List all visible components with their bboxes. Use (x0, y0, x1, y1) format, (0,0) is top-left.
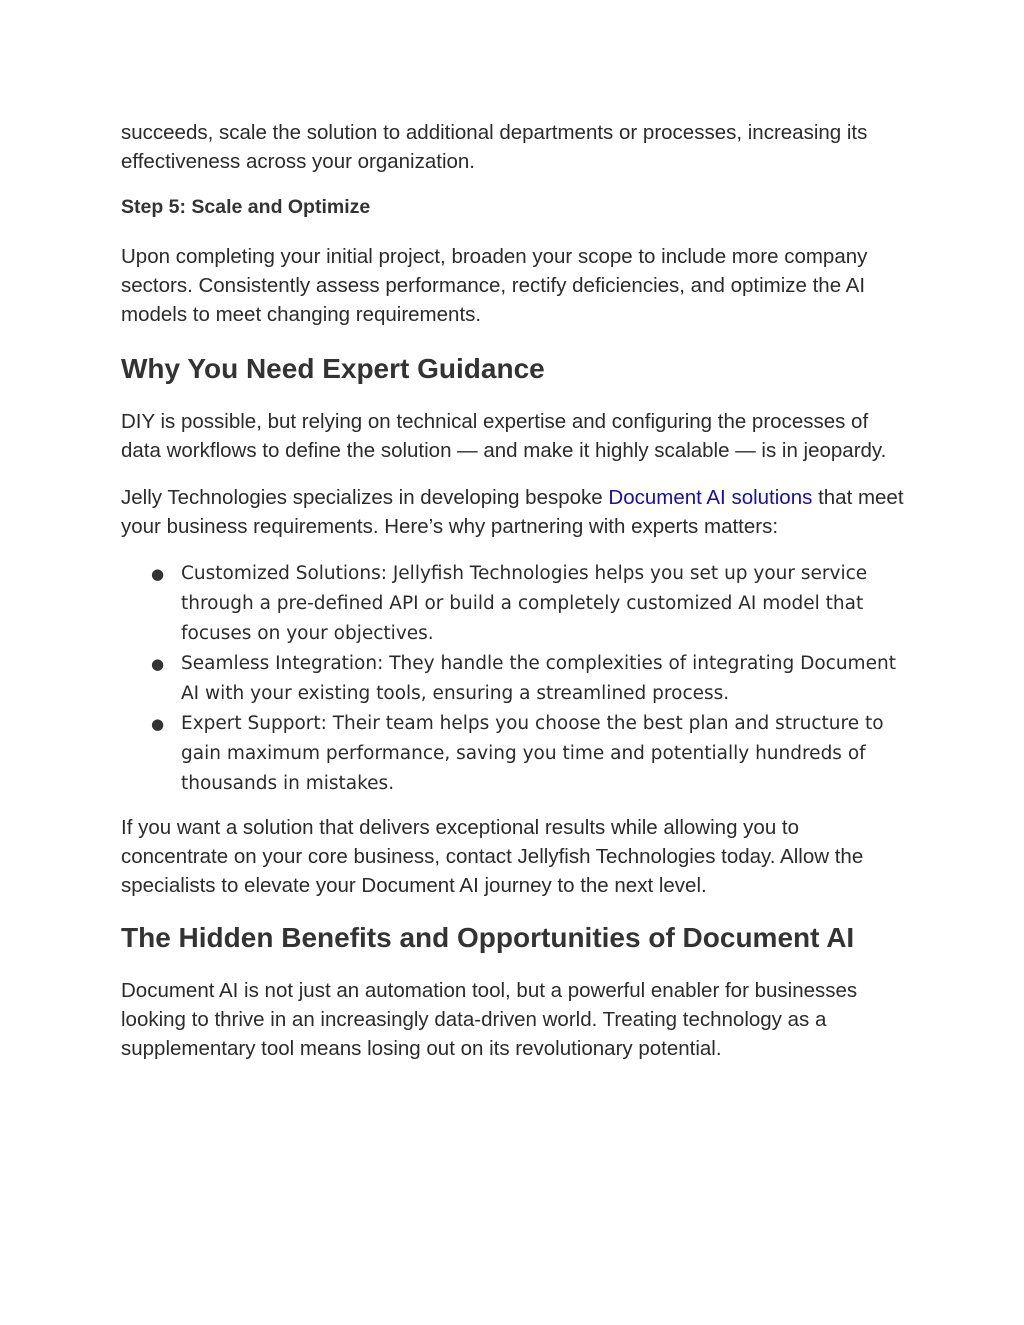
diy-paragraph: DIY is possible, but relying on technical expertise and configuring the processes of data workflows to define the solution — and make it highly scalable — is in jeopardy. (121, 410, 887, 462)
jelly-text-after-link: that meet your business requirements. Here’s why partnering with experts matters: (121, 486, 904, 538)
document-ai-solutions-link[interactable]: Document AI solutions (608, 486, 813, 509)
jelly-paragraph (121, 483, 906, 541)
list-item (121, 559, 906, 649)
bullet-icon: ● (151, 565, 165, 583)
expert-guidance-heading: Why You Need Expert Guidance (121, 353, 545, 384)
hidden-benefits-heading: The Hidden Benefits and Opportunities of Document AI (121, 922, 855, 953)
bullet-icon: ● (151, 715, 165, 733)
step5-paragraph: Upon completing your initial project, broaden your scope to include more company sectors. Consistently assess performance, rectify deficiencies, and optimize the AI models to meet changing requirements. (121, 245, 868, 326)
contact-paragraph: If you want a solution that delivers exceptional results while allowing you to concentrate on your core business, contact Jellyfish Technologies today. Allow the specialists to elevate your Document AI journey to the next level. (121, 816, 864, 897)
benefit-customized-solutions: Customized Solutions: Jellyfish Technologies helps you set up your service through a pre-defined API or build a completely customized AI model that focuses on your objectives. (181, 563, 868, 644)
document-page (121, 118, 906, 1063)
list-item (121, 709, 906, 799)
intro-paragraph: succeeds, scale the solution to additional departments or processes, increasing its effectiveness across your organization. (121, 121, 868, 173)
step5-heading: Step 5: Scale and Optimize (121, 196, 371, 218)
hidden-benefits-paragraph: Document AI is not just an automation tool, but a powerful enabler for businesses looking to thrive in an increasingly data-driven world. Treating technology as a supplementary tool means losing out on its revolutionary potential. (121, 979, 858, 1060)
benefit-seamless-integration: Seamless Integration: They handle the complexities of integrating Document AI with your existing tools, ensuring a streamlined process. (181, 653, 896, 704)
benefit-expert-support: Expert Support: Their team helps you choose the best plan and structure to gain maximum performance, saving you time and potentially hundreds of thousands in mistakes. (181, 713, 884, 794)
list-item (121, 649, 906, 709)
benefits-list (121, 559, 906, 799)
bullet-icon: ● (151, 655, 165, 673)
jelly-text-before-link: Jelly Technologies specializes in developing bespoke (121, 486, 609, 509)
